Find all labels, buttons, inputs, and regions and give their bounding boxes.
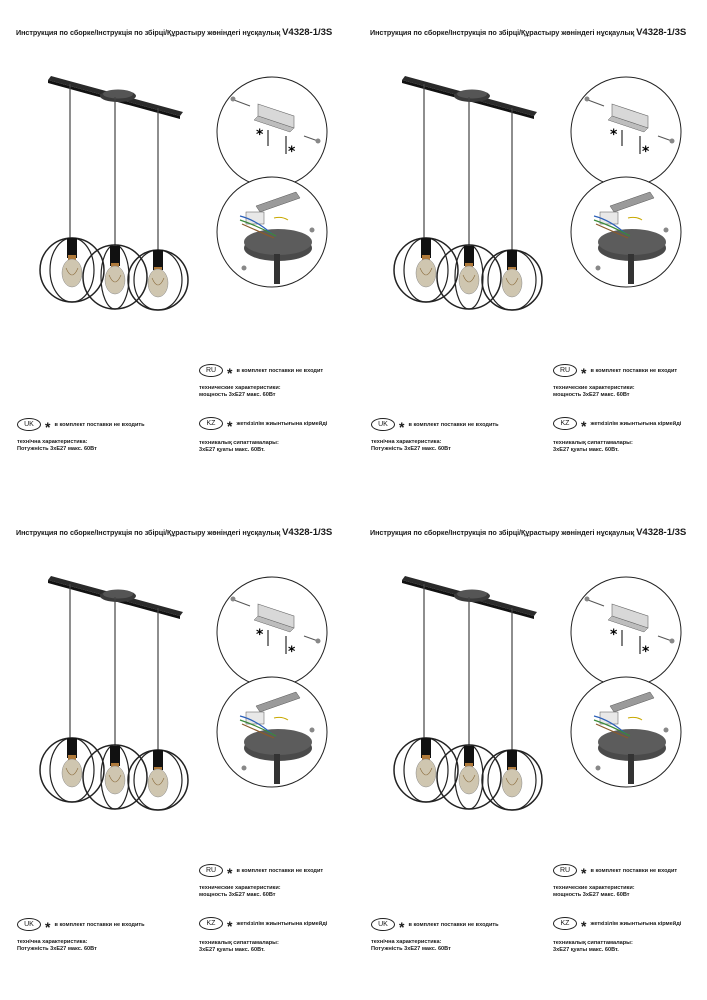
- uk-badge: UK: [17, 918, 41, 931]
- uk-badge: UK: [371, 918, 395, 931]
- ru-note: [553, 364, 678, 381]
- page-title: [16, 27, 332, 38]
- ru-note-text: в комплект поставки не входит: [236, 867, 324, 874]
- uk-specs-heading: технічна характеристика:: [371, 939, 442, 945]
- uk-specs-value: Потужність 3хЕ27 макс. 60Вт: [371, 446, 451, 453]
- uk-note: [17, 918, 145, 935]
- asterisk-icon: *: [581, 864, 587, 881]
- kz-specs-heading: техникалық сипаттамалары:: [199, 940, 279, 946]
- kz-badge: KZ: [553, 917, 577, 930]
- kz-specs: [199, 940, 279, 954]
- ru-note: [199, 364, 324, 381]
- ceiling-canopy-wiring-detail: [570, 176, 682, 288]
- ru-specs-value: мощность 3хЕ27 макс. 60Вт: [199, 892, 276, 899]
- ru-specs-heading: технические характеристики:: [199, 885, 281, 891]
- ru-specs-value: мощность 3хЕ27 макс. 60Вт: [553, 892, 630, 899]
- uk-note: [17, 418, 145, 435]
- kz-specs-value: 3хЕ27 қуаты макс. 60Вт.: [553, 947, 619, 954]
- ru-badge: RU: [553, 364, 577, 377]
- asterisk-icon: *: [399, 918, 405, 935]
- uk-specs: [17, 439, 97, 453]
- kz-specs-heading: техникалық сипаттамалары:: [553, 940, 633, 946]
- ru-specs-heading: технические характеристики:: [553, 385, 635, 391]
- pendant-lamp-illustration: [30, 570, 210, 830]
- mounting-bracket-detail: [570, 576, 682, 688]
- uk-badge: UK: [371, 418, 395, 431]
- uk-specs-value: Потужність 3хЕ27 макс. 60Вт: [371, 946, 451, 953]
- kz-note: [199, 917, 328, 934]
- uk-specs-heading: технічна характеристика:: [17, 439, 88, 445]
- uk-specs-heading: технічна характеристика:: [17, 939, 88, 945]
- kz-note-text: жеткізілім жиынтығына кірмейді: [590, 420, 682, 427]
- asterisk-icon: *: [581, 417, 587, 434]
- ru-specs-heading: технические характеристики:: [553, 885, 635, 891]
- title-text: Инструкция по сборке/Інструкція по збірці/Құрастыру жөніндегі нұсқаулық: [16, 28, 283, 37]
- ru-note-text: в комплект поставки не входит: [590, 367, 678, 374]
- asterisk-icon: *: [581, 917, 587, 934]
- uk-specs-heading: технічна характеристика:: [371, 439, 442, 445]
- model-number: V4328-1/3S: [636, 527, 687, 538]
- asterisk-icon: *: [45, 918, 51, 935]
- ru-specs: [553, 885, 635, 899]
- asterisk-icon: *: [227, 364, 233, 381]
- ru-note: [553, 864, 678, 881]
- kz-specs: [553, 940, 633, 954]
- ru-badge: RU: [553, 864, 577, 877]
- kz-specs-heading: техникалық сипаттамалары:: [553, 440, 633, 446]
- uk-note-text: в комплект поставки не входить: [54, 421, 145, 428]
- ceiling-canopy-wiring-detail: [216, 676, 328, 788]
- model-number: V4328-1/3S: [282, 27, 333, 38]
- page-title: [370, 27, 686, 38]
- ceiling-canopy-wiring-detail: [570, 676, 682, 788]
- uk-specs-value: Потужність 3хЕ27 макс. 60Вт: [17, 446, 97, 453]
- asterisk-icon: *: [45, 418, 51, 435]
- svg-text:*: *: [610, 127, 618, 143]
- title-text: Инструкция по сборке/Інструкція по збірці/Құрастыру жөніндегі нұсқаулық: [370, 28, 637, 37]
- title-text: Инструкция по сборке/Інструкція по збірці/Құрастыру жөніндегі нұсқаулық: [370, 528, 637, 537]
- uk-note-text: в комплект поставки не входить: [408, 421, 499, 428]
- kz-note-text: жеткізілім жиынтығына кірмейді: [590, 920, 682, 927]
- mounting-bracket-detail: [216, 576, 328, 688]
- uk-note-text: в комплект поставки не входить: [54, 921, 145, 928]
- kz-note: [553, 417, 682, 434]
- asterisk-icon: *: [227, 917, 233, 934]
- uk-note-text: в комплект поставки не входить: [408, 921, 499, 928]
- asterisk-icon: *: [227, 864, 233, 881]
- asterisk-icon: *: [581, 364, 587, 381]
- uk-note: [371, 418, 499, 435]
- page-title: [370, 527, 686, 538]
- ru-badge: RU: [199, 364, 223, 377]
- pendant-lamp-illustration: [30, 70, 210, 330]
- ru-specs: [199, 385, 281, 399]
- pendant-lamp-illustration: [384, 570, 564, 830]
- kz-note: [199, 417, 328, 434]
- ru-note: [199, 864, 324, 881]
- kz-badge: KZ: [199, 417, 223, 430]
- ru-specs: [553, 385, 635, 399]
- ru-badge: RU: [199, 864, 223, 877]
- kz-specs: [553, 440, 633, 454]
- kz-badge: KZ: [553, 417, 577, 430]
- kz-specs-heading: техникалық сипаттамалары:: [199, 440, 279, 446]
- kz-specs-value: 3хЕ27 қуаты макс. 60Вт.: [199, 447, 265, 454]
- ru-note-text: в комплект поставки не входит: [590, 867, 678, 874]
- asterisk-icon: *: [227, 417, 233, 434]
- instruction-panel: [0, 500, 353, 1000]
- title-text: Инструкция по сборке/Інструкція по збірці/Құрастыру жөніндегі нұсқаулық: [16, 528, 283, 537]
- ru-specs: [199, 885, 281, 899]
- uk-specs: [371, 939, 451, 953]
- svg-text:*: *: [256, 627, 264, 643]
- kz-specs-value: 3хЕ27 қуаты макс. 60Вт.: [553, 447, 619, 454]
- uk-specs: [371, 439, 451, 453]
- uk-specs: [17, 939, 97, 953]
- instruction-panel: [354, 500, 707, 1000]
- svg-text:*: *: [642, 644, 650, 660]
- kz-note-text: жеткізілім жиынтығына кірмейді: [236, 920, 328, 927]
- kz-badge: KZ: [199, 917, 223, 930]
- model-number: V4328-1/3S: [282, 527, 333, 538]
- instruction-panel: [0, 0, 353, 500]
- ceiling-canopy-wiring-detail: [216, 176, 328, 288]
- kz-specs: [199, 440, 279, 454]
- instruction-panel: [354, 0, 707, 500]
- page-title: [16, 527, 332, 538]
- ru-specs-value: мощность 3хЕ27 макс. 60Вт: [199, 392, 276, 399]
- uk-badge: UK: [17, 418, 41, 431]
- mounting-bracket-detail: [216, 76, 328, 188]
- pendant-lamp-illustration: [384, 70, 564, 330]
- svg-text:*: *: [288, 144, 296, 160]
- kz-specs-value: 3хЕ27 қуаты макс. 60Вт.: [199, 947, 265, 954]
- svg-text:*: *: [256, 127, 264, 143]
- asterisk-icon: *: [399, 418, 405, 435]
- ru-specs-value: мощность 3хЕ27 макс. 60Вт: [553, 392, 630, 399]
- svg-text:*: *: [288, 644, 296, 660]
- uk-note: [371, 918, 499, 935]
- svg-text:*: *: [610, 627, 618, 643]
- ru-note-text: в комплект поставки не входит: [236, 367, 324, 374]
- mounting-bracket-detail: [570, 76, 682, 188]
- kz-note-text: жеткізілім жиынтығына кірмейді: [236, 420, 328, 427]
- kz-note: [553, 917, 682, 934]
- model-number: V4328-1/3S: [636, 27, 687, 38]
- ru-specs-heading: технические характеристики:: [199, 385, 281, 391]
- svg-text:*: *: [642, 144, 650, 160]
- uk-specs-value: Потужність 3хЕ27 макс. 60Вт: [17, 946, 97, 953]
